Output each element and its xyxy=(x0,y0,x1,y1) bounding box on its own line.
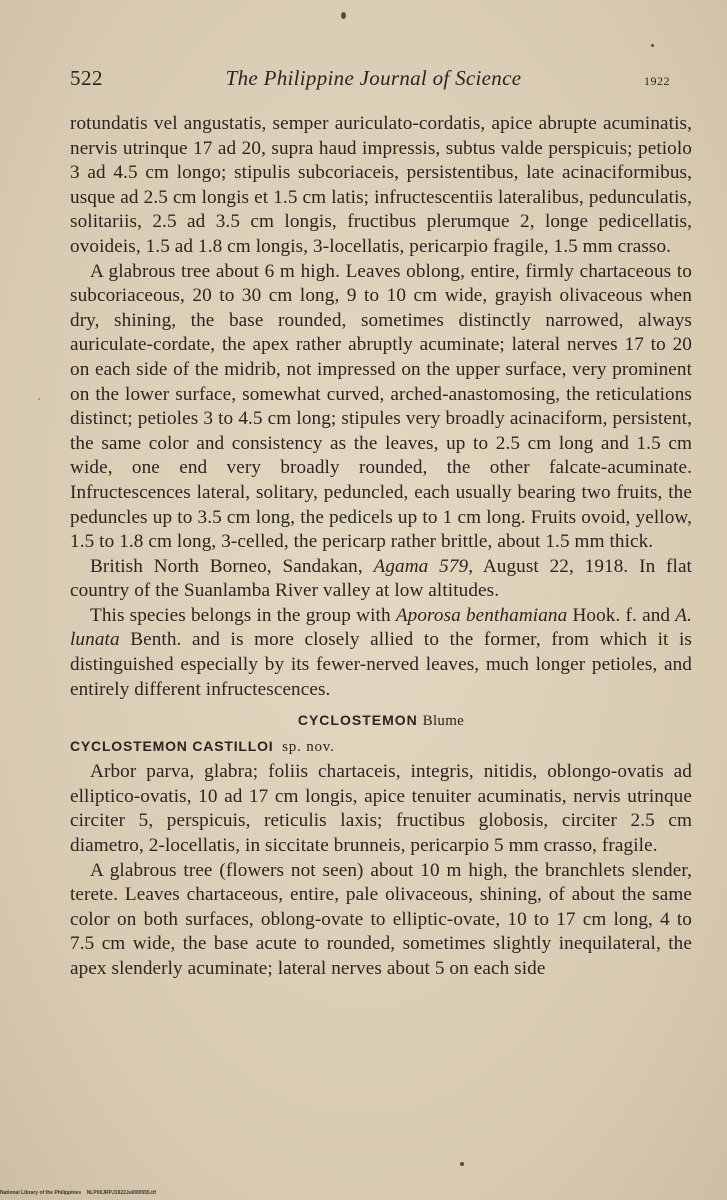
genus-authority: Blume xyxy=(422,713,465,730)
collector-number: Agama 579 xyxy=(373,555,469,577)
page-body xyxy=(70,112,692,982)
latin-description-continued: rotundatis vel angustatis, semper auriculato-cordatis, apice abrupte acuminatis, nervis utrinque 17 ad 20, supra haud impressis, subtus valde perspicuis; petiolo 3 ad 4.5 cm longo; stipulis subcoriaceis, persistentibus, late acinaciformibus, usque ad 2.5 cm longis et 1.5 cm latis; infructescentiis lateralibus, pedunculatis, solitariis, 2.5 ad 3.5 cm longis, fructibus plerumque 2, longe pedicellatis, ovoideis, 1.5 ad 1.8 cm longis, 3-locellatis, pericarpio fragile, 1.5 mm crasso. xyxy=(70,113,692,257)
new-species-english-description: A glabrous tree (flowers not seen) about 10 m high, the branchlets slender, terete. Leaves chartaceous, entire, pale olivaceous, shining, of about the same color on both surfaces, oblong-ovate to elliptic-ovate, 10 to 17 cm long, 4 to 7.5 cm wide, the base acute to rounded, sometimes slightly inequilateral, the apex slenderly acuminate; lateral nerves about 5 on each side xyxy=(70,859,692,979)
species-name: CYCLOSTEMON CASTILLOI xyxy=(70,738,274,755)
affinity-paragraph xyxy=(70,604,692,702)
scan-footer xyxy=(0,1190,300,1200)
species-heading xyxy=(70,738,692,756)
english-description: A glabrous tree about 6 m high. Leaves oblong, entire, firmly chartaceous to subcoriaceous, 20 to 30 cm long, 9 to 10 cm wide, grayish olivaceous when dry, shining, the base rounded, sometimes distinctly narrowed, always auriculate-cordate, the apex rather abruptly acuminate; lateral nerves 17 to 20 on each side of the midrib, not impressed on the upper surface, very prominent on the lower surface, somewhat curved, arched-anastomosing, the reticulations distinct; petioles 3 to 4.5 cm long; stipules very broadly acinaciform, persistent, the same color and consistency as the leaves, up to 2.5 cm long and 1.5 cm wide, one end very broadly rounded, the other falcate-acuminate. Infructescences lateral, solitary, peduncled, each usually bearing two fruits, the peduncles up to 3.5 cm long, the pedicels up to 1 cm long. Fruits ovoid, yellow, 1.5 to 1.8 cm long, 3-celled, the pericarp rather brittle, about 1.5 mm thick. xyxy=(70,260,692,553)
locality-text-after: , August 22, 1918. In flat country of the Suanlamba River valley at low altitudes. xyxy=(70,555,692,602)
footer-institution: National Library of the Philippines xyxy=(0,1190,82,1196)
scan-speck xyxy=(460,1162,464,1166)
species-name-1: Aporosa benthamiana xyxy=(395,604,568,626)
affinity-text-3: Benth. and is more closely allied to the former, from which it is distinguished especially by its fewer-nerved leaves, much longer petioles, and entirely different infructescences. xyxy=(70,629,692,700)
scan-speck xyxy=(341,12,346,19)
new-species-latin-description: Arbor parva, glabra; foliis chartaceis, integris, nitidis, oblongo-ovatis ad elliptico-ovatis, 10 ad 17 cm longis, apice tenuiter acuminatis, nervis utrinque circiter 5, perspicuis, reticulis laxis; fructibus globosis, circiter 2.5 cm diametro, 2-locellatis, in siccitate brunneis, pericarpio 5 mm crasso, fragile. xyxy=(70,761,692,857)
page-number: 522 xyxy=(70,66,103,90)
locality-text-before: British North Borneo, Sandakan, xyxy=(90,555,374,577)
scan-speck xyxy=(651,44,654,47)
journal-title: The Philippine Journal of Science xyxy=(225,66,522,90)
publication-year: 1922 xyxy=(643,74,670,88)
footer-file-id: NLP00JRPJ1922Jul000555.tif xyxy=(86,1190,156,1196)
scan-speck xyxy=(38,398,40,400)
genus-heading xyxy=(70,712,692,730)
species-status: sp. nov. xyxy=(282,739,335,756)
running-header xyxy=(70,66,670,96)
genus-name: CYCLOSTEMON xyxy=(297,712,418,729)
species-name-2: A. lunata xyxy=(70,604,692,651)
affinity-text-2: Hook. f. and xyxy=(567,604,676,626)
locality-paragraph xyxy=(70,555,692,604)
affinity-text-1: This species belongs in the group with xyxy=(90,604,396,626)
